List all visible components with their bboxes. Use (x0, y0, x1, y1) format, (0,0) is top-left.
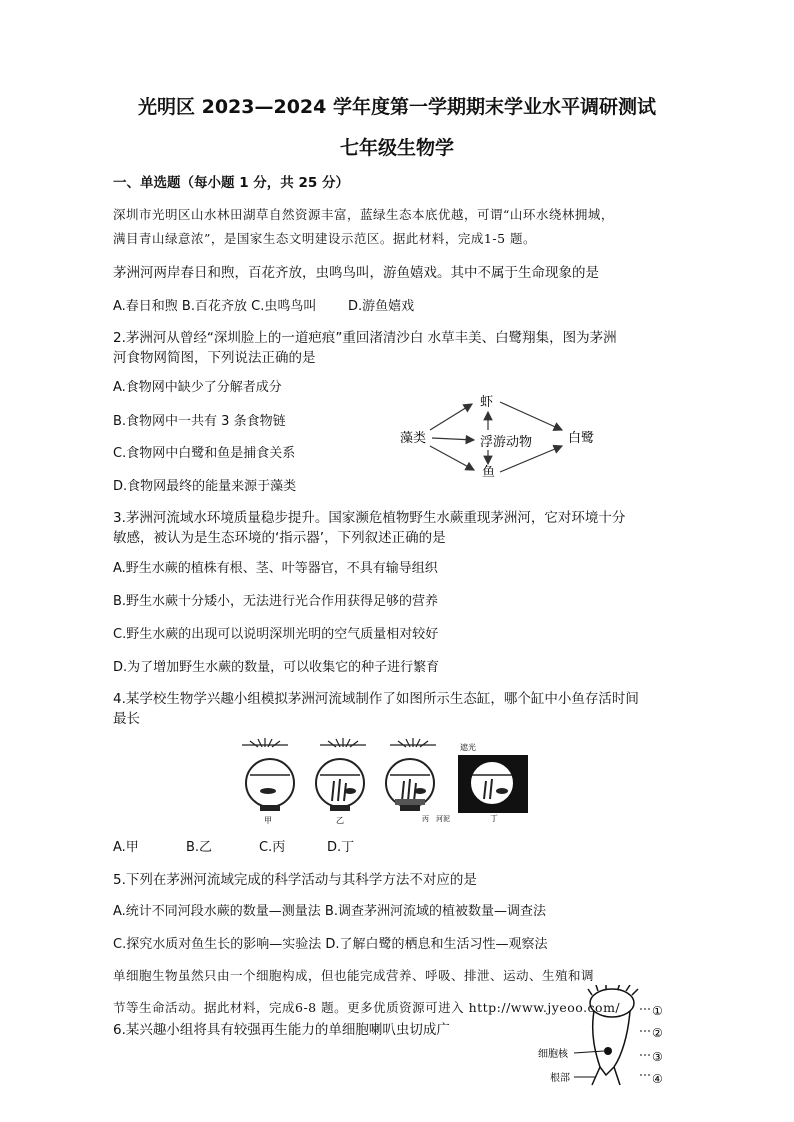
question-2-stem-2: 河食物网简图，下列说法正确的是 (113, 350, 316, 366)
question-2-option-c: C.食物网中白鹭和鱼是捕食关系 (113, 446, 296, 461)
question-2-option-d: D.食物网最终的能量来源于藻类 (113, 479, 297, 494)
material-2-line-2: 节等生命活动。据此材料，完成6-8 题。更多优质资源可进入 http://www.jyeoo.com/ (113, 1000, 621, 1015)
arrow-algae-plankton (432, 438, 474, 440)
question-6-stem: 6.某兴趣小组将具有较强再生能力的单细胞喇叭虫切成广 (113, 1022, 450, 1038)
question-4-option-b: B.乙 (186, 840, 213, 855)
food-web-algae: 藻类 (400, 431, 427, 446)
section-heading: 一、单选题（每小题 1 分，共 25 分） (113, 175, 349, 191)
food-web-plankton: 浮游动物 (480, 435, 533, 450)
sun-icon (320, 738, 366, 747)
label-jia: 甲 (264, 816, 272, 825)
page-title: 光明区 2023—2024 学年度第一学期期末学业水平调研测试 (138, 96, 656, 118)
label-n1: ① (652, 1004, 663, 1018)
question-2-stem-1: 2.茅洲河从曾经“深圳脸上的一道疤痕”重回渚清沙白 水草丰美、白鹭翔集，图为茅洲 (113, 330, 617, 346)
label-shade: 遮光 (460, 743, 476, 752)
question-1-stem: 茅洲河两岸春日和煦，百花齐放，虫鸣鸟叫，游鱼嬉戏。其中不属于生命现象的是 (113, 265, 599, 281)
ecosystem-tanks-figure (240, 735, 540, 825)
material-1-line-2: 满目青山绿意浓”，是国家生态文明建设示范区。据此材料，完成1-5 题。 (113, 231, 536, 246)
label-n3: ③ (652, 1050, 663, 1064)
tank-yi (316, 759, 364, 811)
material-2-line-1: 单细胞生物虽然只由一个细胞构成，但也能完成营养、呼吸、排泄、运动、生殖和调 (113, 968, 595, 983)
label-bing: 丙 (422, 815, 429, 823)
question-5-options-line-2: C.探究水质对鱼生长的影响—实验法 D.了解白鹭的栖息和生活习性—观察法 (113, 937, 548, 952)
arrow-shrimp-egret (500, 402, 562, 430)
question-3-option-b: B.野生水蕨十分矮小，无法进行光合作用获得足够的营养 (113, 594, 439, 609)
food-web-egret: 白鹭 (568, 431, 595, 446)
page-subtitle: 七年级生物学 (339, 137, 454, 159)
sun-icon (390, 738, 436, 747)
sun-icon (242, 738, 288, 747)
label-yi: 乙 (336, 816, 344, 825)
question-4-option-d: D.丁 (327, 840, 355, 855)
label-nucleus: 细胞核 (538, 1049, 568, 1060)
material-1-line-1: 深圳市光明区山水林田湖草自然资源丰富，蓝绿生态本底优越，可谓“山环水绕林拥城， (113, 207, 614, 222)
question-4-option-a: A.甲 (113, 840, 139, 855)
label-ding: 丁 (490, 814, 498, 823)
label-mud: 河泥 (436, 815, 450, 823)
label-n2: ② (652, 1026, 663, 1040)
tank-ding (458, 755, 528, 813)
question-4-stem-2: 最长 (113, 711, 140, 727)
question-3-stem-2: 敏感，被认为是生态环境的‘指示器’，下列叙述正确的是 (113, 530, 446, 546)
tank-bing (386, 759, 434, 811)
tank-jia (246, 759, 294, 811)
question-2-option-b: B.食物网中一共有 3 条食物链 (113, 414, 286, 429)
question-2-option-a: A.食物网中缺少了分解者成分 (113, 380, 282, 395)
question-3-option-d: D.为了增加野生水蕨的数量，可以收集它的种子进行繁育 (113, 660, 440, 675)
question-4-option-c: C.丙 (259, 840, 286, 855)
question-1-options: A.春日和煦 B.百花齐放 C.虫鸣鸟叫 (113, 299, 317, 314)
question-5-stem: 5.下列在茅洲河流域完成的科学活动与其科学方法不对应的是 (113, 872, 477, 888)
question-3-option-a: A.野生水蕨的植株有根、茎、叶等器官，不具有输导组织 (113, 561, 438, 576)
label-n4: ④ (652, 1072, 663, 1086)
question-4-stem-1: 4.某学校生物学兴趣小组模拟茅洲河流域制作了如图所示生态缸，哪个缸中小鱼存活时间 (113, 691, 639, 707)
label-foot: 根部 (550, 1073, 570, 1084)
arrow-algae-shrimp (430, 404, 472, 430)
arrow-algae-fish (430, 446, 474, 470)
question-1-option-d: D.游鱼嬉戏 (348, 299, 415, 314)
stentor-figure (530, 985, 690, 1095)
food-web-fish: 鱼 (482, 465, 496, 480)
question-5-options-line-1: A.统计不同河段水蕨的数量—测量法 B.调查茅洲河流域的植被数量—调查法 (113, 904, 546, 919)
food-web-shrimp: 虾 (480, 395, 494, 410)
question-3-stem-1: 3.茅洲河流域水环境质量稳步提升。国家濒危植物野生水蕨重现茅洲河，它对环境十分 (113, 510, 626, 526)
food-web-diagram (388, 390, 628, 490)
question-3-option-c: C.野生水蕨的出现可以说明深圳光明的空气质量相对较好 (113, 627, 439, 642)
